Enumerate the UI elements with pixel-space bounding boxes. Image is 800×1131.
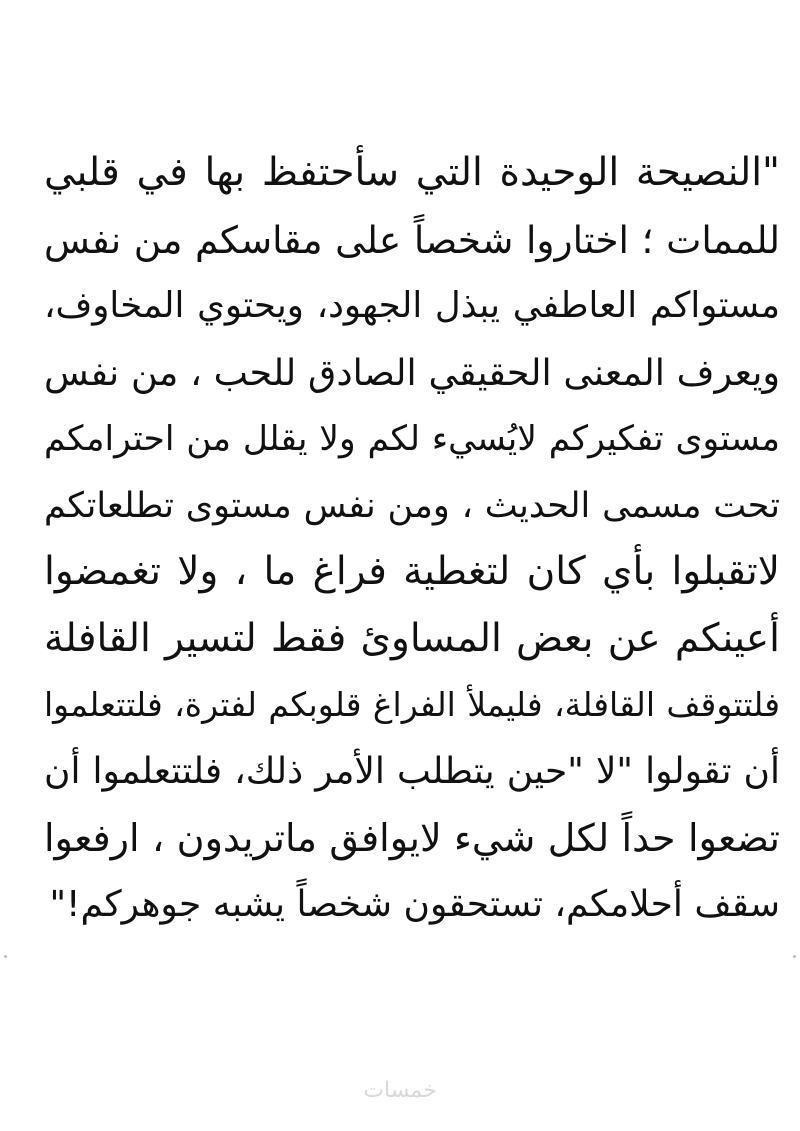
quote-line-6: تحت مسمى الحديث ، ومن نفس مستوى تطلعاتكم [44,485,780,526]
quote-line-1: "النصيحة الوحيدة التي سأحتفظ بها في قلبي [44,150,780,195]
quote-line-10: أن تقولوا "لا "حين يتطلب الأمر ذلك، فلتتعلموا أن [44,750,780,792]
quote-line-8: أعينكم عن بعض المساوئ فقط لتسير القافلة [44,615,780,661]
right-edge-mark [793,955,796,958]
quote-line-12: سقف أحلامكم، تستحقون شخصاً يشبه جوهركم!" [49,883,780,925]
watermark-logo: خمسات [363,1078,437,1103]
quote-line-9: فلتتوقف القافلة، فليملأ الفراغ قلوبكم لفترة، فلتتعلموا [44,685,780,724]
quote-line-2: للممات ؛ اختاروا شخصاً على مقاسكم من نفس [44,217,780,262]
quote-text-block [44,140,780,938]
quote-line-11: تضعوا حداً لكل شيء لايوافق ماتريدون ، ارفعوا [44,816,780,860]
quote-line-3: مستواكم العاطفي يبذل الجهود، ويحتوي المخاوف، [44,285,780,326]
quote-line-5: مستوى تفكيركم لايُسيء لكم ولا يقلل من احترامكم [44,419,780,459]
quote-line-4: ويعرف المعنى الحقيقي الصادق للحب ، من نفس [44,350,780,394]
quote-line-7: لاتقبلوا بأي كان لتغطية فراغ ما ، ولا تغمضوا [44,549,780,594]
left-edge-mark [4,955,7,958]
